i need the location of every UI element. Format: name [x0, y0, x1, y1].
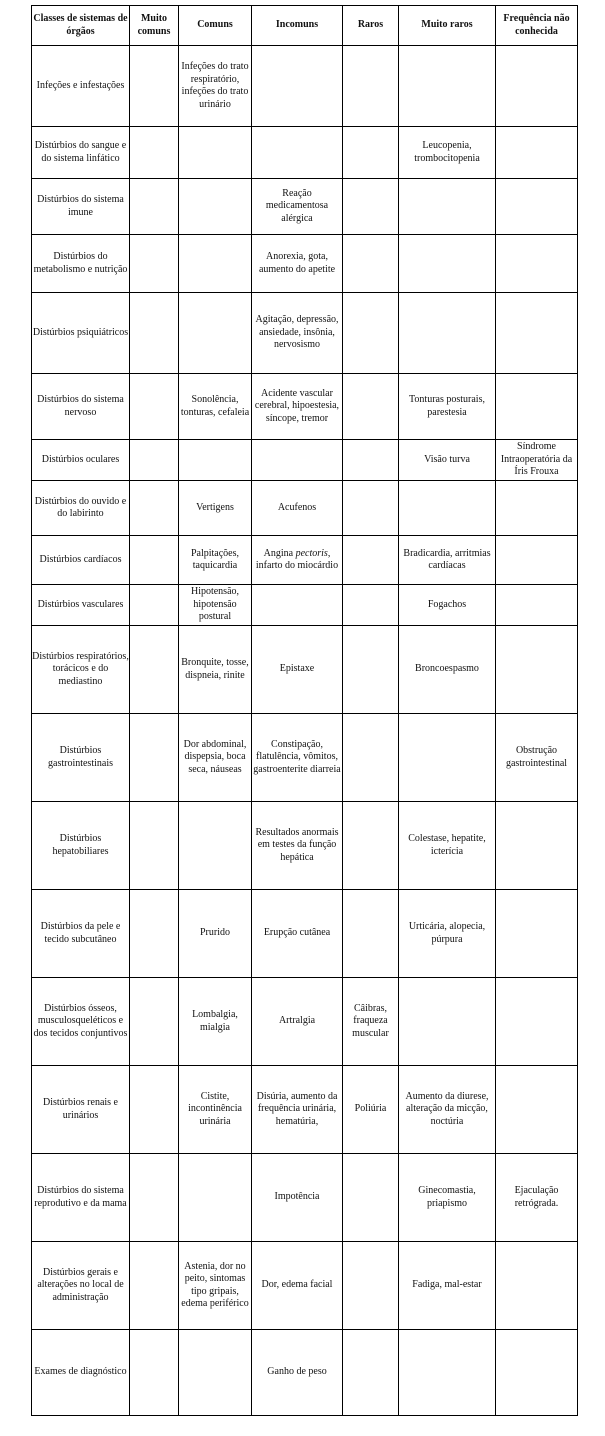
common-cell: [179, 1154, 252, 1242]
table-row: [32, 235, 578, 293]
common-cell: Dor abdominal, dispepsia, boca seca, náuseas: [179, 714, 252, 802]
common-cell: Sonolência, tonturas, cefaleia: [179, 374, 252, 440]
rare-cell: [343, 127, 399, 179]
uncommon-cell: Acidente vascular cerebral, hipoestesia, síncope, tremor: [252, 374, 343, 440]
common-cell: Prurido: [179, 890, 252, 978]
rare-cell: [343, 481, 399, 536]
uncommon-cell: Erupção cutânea: [252, 890, 343, 978]
very-common-cell: [130, 626, 179, 714]
common-cell: [179, 179, 252, 235]
rare-cell: [343, 585, 399, 626]
unknown-frequency-cell: Ejaculação retrógrada.: [496, 1154, 578, 1242]
table-row: [32, 1330, 578, 1416]
common-cell: Bronquite, tosse, dispneia, rinite: [179, 626, 252, 714]
very-common-cell: [130, 127, 179, 179]
very-common-cell: [130, 536, 179, 585]
uncommon-cell: Resultados anormais em testes da função hepática: [252, 802, 343, 890]
uncommon-text-suffix: , infarto do miocárdio: [255, 547, 339, 571]
uncommon-cell: Ganho de peso: [252, 1330, 343, 1416]
unknown-frequency-cell: Síndrome Intraoperatória da Íris Frouxa: [496, 440, 578, 481]
common-cell: Infeções do trato respiratório, infeções do trato urinário: [179, 46, 252, 127]
uncommon-text-italic: pectoris: [295, 547, 328, 559]
unknown-frequency-cell: [496, 626, 578, 714]
very-rare-cell: Leucopenia, trombocitopenia: [399, 127, 496, 179]
rare-cell: [343, 235, 399, 293]
rare-cell: [343, 440, 399, 481]
common-cell: Vertigens: [179, 481, 252, 536]
organ-class-cell: Distúrbios da pele e tecido subcutâneo: [32, 890, 130, 978]
organ-class-cell: Distúrbios gastrointestinais: [32, 714, 130, 802]
rare-cell: [343, 179, 399, 235]
rare-cell: [343, 374, 399, 440]
very-rare-cell: [399, 293, 496, 374]
rare-cell: [343, 802, 399, 890]
common-cell: Cistite, incontinência urinária: [179, 1066, 252, 1154]
unknown-frequency-cell: [496, 179, 578, 235]
uncommon-cell: Dor, edema facial: [252, 1242, 343, 1330]
table-row: [32, 714, 578, 802]
uncommon-cell: [252, 46, 343, 127]
unknown-frequency-cell: [496, 46, 578, 127]
very-common-cell: [130, 978, 179, 1066]
unknown-frequency-cell: [496, 802, 578, 890]
very-common-cell: [130, 179, 179, 235]
very-common-cell: [130, 374, 179, 440]
organ-class-cell: Distúrbios do ouvido e do labirinto: [32, 481, 130, 536]
unknown-frequency-cell: [496, 374, 578, 440]
table-row: [32, 1154, 578, 1242]
header-row: [32, 6, 578, 46]
organ-class-cell: Distúrbios psiquiátricos: [32, 293, 130, 374]
uncommon-cell: Constipação, flatulência, vômitos, gastroenterite diarreia: [252, 714, 343, 802]
organ-class-cell: Distúrbios vasculares: [32, 585, 130, 626]
table-row: [32, 1066, 578, 1154]
very-rare-cell: Aumento da diurese, alteração da micção, noctúria: [399, 1066, 496, 1154]
rare-cell: [343, 714, 399, 802]
organ-class-cell: Distúrbios renais e urinários: [32, 1066, 130, 1154]
very-common-cell: [130, 1154, 179, 1242]
very-rare-cell: [399, 1330, 496, 1416]
very-common-cell: [130, 714, 179, 802]
rare-cell: [343, 1154, 399, 1242]
rare-cell: [343, 890, 399, 978]
uncommon-cell: [252, 440, 343, 481]
table-row: [32, 481, 578, 536]
very-rare-cell: Fadiga, mal-estar: [399, 1242, 496, 1330]
rare-cell: [343, 1242, 399, 1330]
header-very-rare: Muito raros: [399, 6, 496, 46]
unknown-frequency-cell: Obstrução gastrointestinal: [496, 714, 578, 802]
rare-cell: [343, 46, 399, 127]
rare-cell: [343, 1330, 399, 1416]
table-row: [32, 179, 578, 235]
very-common-cell: [130, 440, 179, 481]
unknown-frequency-cell: [496, 1242, 578, 1330]
unknown-frequency-cell: [496, 890, 578, 978]
very-common-cell: [130, 1066, 179, 1154]
table-row: [32, 626, 578, 714]
very-rare-cell: [399, 714, 496, 802]
unknown-frequency-cell: [496, 481, 578, 536]
very-rare-cell: Urticária, alopecia, púrpura: [399, 890, 496, 978]
very-rare-cell: [399, 978, 496, 1066]
unknown-frequency-cell: [496, 235, 578, 293]
unknown-frequency-cell: [496, 293, 578, 374]
organ-class-cell: Distúrbios do sistema imune: [32, 179, 130, 235]
very-common-cell: [130, 585, 179, 626]
unknown-frequency-cell: [496, 536, 578, 585]
very-rare-cell: Bradicardia, arritmias cardíacas: [399, 536, 496, 585]
header-uncommon: Incomuns: [252, 6, 343, 46]
rare-cell: [343, 536, 399, 585]
header-common: Comuns: [179, 6, 252, 46]
very-rare-cell: [399, 235, 496, 293]
very-common-cell: [130, 293, 179, 374]
very-common-cell: [130, 802, 179, 890]
organ-class-cell: Infeções e infestações: [32, 46, 130, 127]
very-common-cell: [130, 1330, 179, 1416]
common-cell: Lombalgia, mialgia: [179, 978, 252, 1066]
common-cell: Hipotensão, hipotensão postural: [179, 585, 252, 626]
common-cell: [179, 235, 252, 293]
organ-class-cell: Exames de diagnóstico: [32, 1330, 130, 1416]
very-rare-cell: Fogachos: [399, 585, 496, 626]
unknown-frequency-cell: [496, 1330, 578, 1416]
uncommon-cell: Acufenos: [252, 481, 343, 536]
uncommon-cell: Epistaxe: [252, 626, 343, 714]
table-row: [32, 374, 578, 440]
very-rare-cell: Broncoespasmo: [399, 626, 496, 714]
header-organ-class: Classes de sistemas de órgãos: [32, 6, 130, 46]
rare-cell: Poliúria: [343, 1066, 399, 1154]
common-cell: [179, 127, 252, 179]
unknown-frequency-cell: [496, 978, 578, 1066]
table-row: [32, 802, 578, 890]
very-common-cell: [130, 1242, 179, 1330]
common-cell: [179, 1330, 252, 1416]
common-cell: [179, 440, 252, 481]
common-cell: Palpitações, taquicardia: [179, 536, 252, 585]
header-unknown-frequency: Frequência não conhecida: [496, 6, 578, 46]
uncommon-cell: Artralgia: [252, 978, 343, 1066]
table-row: [32, 536, 578, 585]
rare-cell: [343, 293, 399, 374]
uncommon-cell: Impotência: [252, 1154, 343, 1242]
table-row: [32, 46, 578, 127]
organ-class-cell: Distúrbios cardíacos: [32, 536, 130, 585]
uncommon-cell: Reação medicamentosa alérgica: [252, 179, 343, 235]
organ-class-cell: Distúrbios do sistema reprodutivo e da mama: [32, 1154, 130, 1242]
very-rare-cell: [399, 481, 496, 536]
header-very-common: Muito comuns: [130, 6, 179, 46]
very-rare-cell: Colestase, hepatite, icterícia: [399, 802, 496, 890]
common-cell: [179, 293, 252, 374]
very-common-cell: [130, 46, 179, 127]
table-row: [32, 890, 578, 978]
organ-class-cell: Distúrbios oculares: [32, 440, 130, 481]
uncommon-cell: Disúria, aumento da frequência urinária, hematúria,: [252, 1066, 343, 1154]
organ-class-cell: Distúrbios do sangue e do sistema linfático: [32, 127, 130, 179]
rare-cell: [343, 626, 399, 714]
very-rare-cell: Visão turva: [399, 440, 496, 481]
unknown-frequency-cell: [496, 127, 578, 179]
very-rare-cell: Tonturas posturais, parestesia: [399, 374, 496, 440]
table-row: [32, 293, 578, 374]
table-row: [32, 1242, 578, 1330]
common-cell: [179, 802, 252, 890]
uncommon-cell: [252, 585, 343, 626]
very-rare-cell: [399, 179, 496, 235]
very-rare-cell: Ginecomastia, priapismo: [399, 1154, 496, 1242]
organ-class-cell: Distúrbios do sistema nervoso: [32, 374, 130, 440]
organ-class-cell: Distúrbios gerais e alterações no local de administração: [32, 1242, 130, 1330]
table-row: [32, 978, 578, 1066]
organ-class-cell: Distúrbios do metabolismo e nutrição: [32, 235, 130, 293]
table-row: [32, 440, 578, 481]
uncommon-cell: Agitação, depressão, ansiedade, insônia, nervosismo: [252, 293, 343, 374]
rare-cell: Câibras, fraqueza muscular: [343, 978, 399, 1066]
common-cell: Astenia, dor no peito, sintomas tipo gripais, edema periférico: [179, 1242, 252, 1330]
uncommon-cell: [252, 127, 343, 179]
table-row: [32, 585, 578, 626]
organ-class-cell: Distúrbios hepatobiliares: [32, 802, 130, 890]
adverse-reactions-table: [31, 5, 578, 1416]
unknown-frequency-cell: [496, 585, 578, 626]
very-common-cell: [130, 890, 179, 978]
table-row: [32, 127, 578, 179]
uncommon-cell: Anorexia, gota, aumento do apetite: [252, 235, 343, 293]
uncommon-cell: [252, 536, 343, 585]
very-common-cell: [130, 481, 179, 536]
very-common-cell: [130, 235, 179, 293]
header-rare: Raros: [343, 6, 399, 46]
very-rare-cell: [399, 46, 496, 127]
unknown-frequency-cell: [496, 1066, 578, 1154]
organ-class-cell: Distúrbios ósseos, musculosqueléticos e dos tecidos conjuntivos: [32, 978, 130, 1066]
uncommon-text-prefix: Angina: [263, 547, 296, 559]
organ-class-cell: Distúrbios respiratórios, torácicos e do mediastino: [32, 626, 130, 714]
